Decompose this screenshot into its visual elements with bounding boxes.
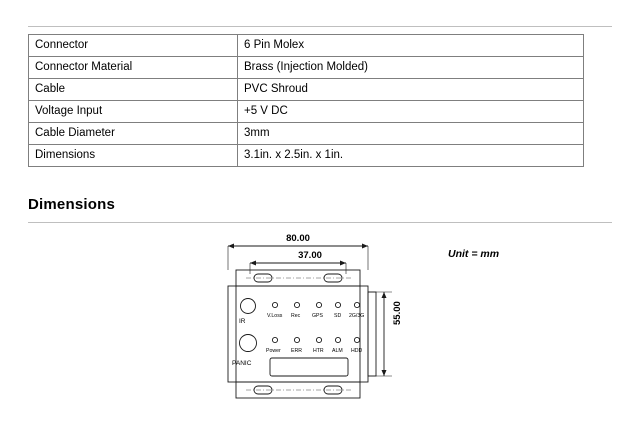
led-label-2g3g: 2G/3G (349, 313, 365, 319)
spec-value: 6 Pin Molex (238, 35, 584, 57)
dimension-drawing (180, 230, 520, 430)
table-row (29, 123, 584, 145)
spec-key: Cable Diameter (29, 123, 238, 145)
spec-value: 3mm (238, 123, 584, 145)
spec-value: Brass (Injection Molded) (238, 57, 584, 79)
spec-value: PVC Shroud (238, 79, 584, 101)
led-label-gps: GPS (312, 313, 323, 319)
table-row (29, 79, 584, 101)
led-label-err: ERR (291, 348, 302, 354)
dimension-width-overall-label: 80.00 (286, 233, 310, 244)
unit-note: Unit = mm (448, 248, 500, 260)
ir-label: IR (239, 318, 246, 325)
table-row (29, 101, 584, 123)
spec-key: Cable (29, 79, 238, 101)
spec-key: Voltage Input (29, 101, 238, 123)
led-label-vloss: V.Loss (267, 313, 283, 319)
dimension-height-label: 55.00 (392, 301, 403, 325)
table-row (29, 145, 584, 167)
led-label-htr: HTR (313, 348, 324, 354)
section-heading-dimensions: Dimensions (28, 196, 116, 213)
led-label-alm: ALM (332, 348, 343, 354)
dimension-width-inner-label: 37.00 (298, 250, 322, 261)
device-drawing-svg (180, 230, 520, 430)
led-label-power: Power (266, 348, 281, 354)
led-label-sd: SD (334, 313, 342, 319)
heading-divider (28, 222, 612, 223)
specifications-table (28, 34, 584, 167)
led-label-rec: Rec (291, 313, 301, 319)
spec-value: 3.1in. x 2.5in. x 1in. (238, 145, 584, 167)
spec-key: Dimensions (29, 145, 238, 167)
led-label-hdd: HDD (351, 348, 363, 354)
table-row (29, 35, 584, 57)
spec-key: Connector (29, 35, 238, 57)
spec-key: Connector Material (29, 57, 238, 79)
panic-label: PANIC (232, 360, 252, 367)
spec-value: +5 V DC (238, 101, 584, 123)
top-divider (28, 26, 612, 27)
table-row (29, 57, 584, 79)
